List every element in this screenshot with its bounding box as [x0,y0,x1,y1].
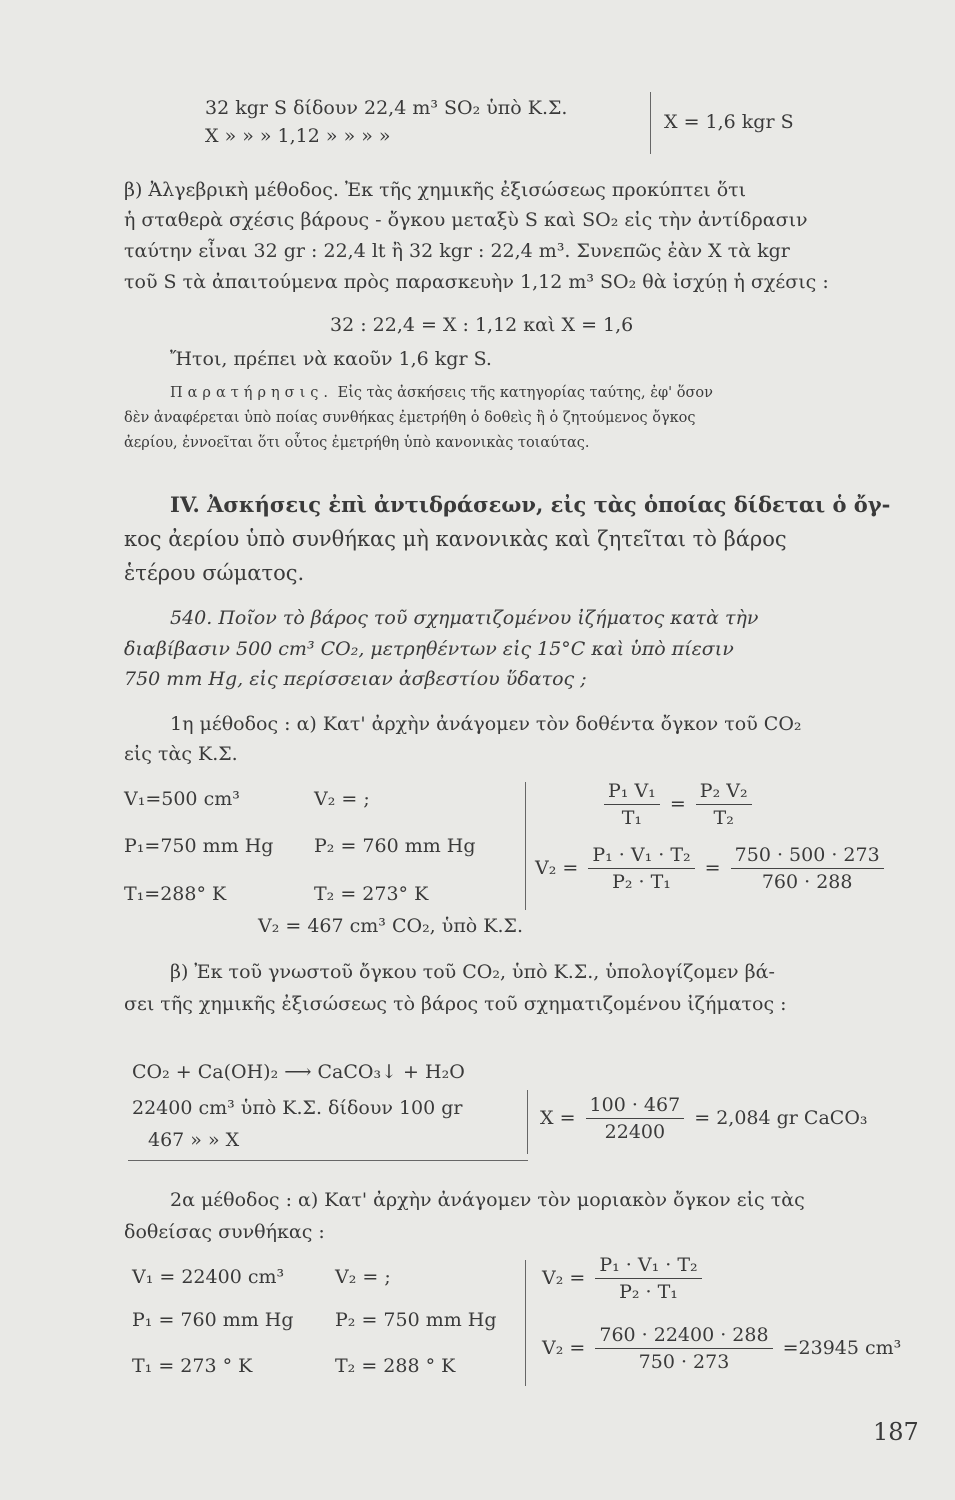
problem-540-line-2: διαβίβασιν 500 cm³ CO₂, μετρηθέντων εἰς 15°C καὶ ὑπὸ πίεσιν [124,638,734,660]
method1-t2: T₂ = 273° K [314,883,429,905]
algebraic-conclusion: Ἤτοι, πρέπει νὰ καοῦν 1,6 kgr S. [170,348,492,370]
section-iv-line-1: IV. Ἀσκήσεις ἐπὶ ἀντιδράσεων, εἰς τὰς ὁποίας δίδεται ὁ ὄγ- [170,492,891,517]
method2-p1: P₁ = 760 mm Hg [132,1309,294,1331]
method1-v2-formula: V₂ = $\frac{\text{P₁ · V₁ · T₂}}{\text{P₂ · T₁}}$ = $\frac{750 \cdot 500 \cdot 273}{760 \cdot 288}$ [535,842,888,895]
proportion-result: X = 1,6 kgr S [664,111,794,133]
gas-law-left-den: T₁ [621,807,643,829]
proportion-row-2: X » » » 1,12 » » » » [205,125,391,147]
x-label: X = [540,1107,576,1129]
gas-law-right [696,778,752,831]
gas-law-equals: = [669,793,686,815]
section-iv-line-3: ἑτέρου σώματος. [124,561,305,585]
remark-label: Παρατήρησις. [170,385,333,401]
method1-line-2: εἰς τὰς Κ.Σ. [124,743,238,765]
method1-v2-num: P₁ · V₁ · T₂ [588,842,694,869]
gas-law-left [604,778,660,831]
algebraic-line-4: τοῦ S τὰ ἀπαιτούμενα πρὸς παρασκευὴν 1,12 m³ SO₂ θὰ ἰσχύῃ ἡ σχέσις : [124,271,829,293]
method1-p2: P₂ = 760 mm Hg [314,835,476,857]
method1-v2-num-val: 750 · 500 · 273 [731,842,884,869]
method1-v2-den: P₂ · T₁ [612,871,671,893]
method1-p1: P₁=750 mm Hg [124,835,274,857]
method1-v1: V₁=500 cm³ [124,788,240,810]
method2-v2-label-2: V₂ = [542,1337,586,1359]
part-b-line-2: σει τῆς χημικῆς ἐξισώσεως τὸ βάρος τοῦ σχηματιζομένου ἰζήματος : [124,993,787,1015]
reaction-row-1: 22400 cm³ ὑπὸ Κ.Σ. δίδουν 100 gr [132,1097,463,1119]
method2-p2: P₂ = 750 mm Hg [335,1309,497,1331]
algebraic-equation: 32 : 22,4 = X : 1,12 καὶ X = 1,6 [330,314,634,336]
proportion-row-1: 32 kgr S δίδουν 22,4 m³ SO₂ ὑπὸ Κ.Σ. [205,97,568,119]
remark-line-2: δὲν ἀναφέρεται ὑπὸ ποίας συνθήκας ἐμετρήθη ὁ δοθεὶς ἢ ὁ ζητούμενος ὄγκος [124,410,696,426]
reaction-row-2: 467 » » X [148,1129,240,1151]
problem-540-line-3: 750 mm Hg, εἰς περίσσειαν ἀσβεστίου ὕδατος ; [124,668,587,690]
method1-v2-frac [588,842,694,895]
gas-law-equation [600,778,756,831]
method1-result: V₂ = 467 cm³ CO₂, ὑπὸ Κ.Σ. [258,915,523,937]
reaction-divider [527,1090,528,1154]
method2-v2-den: P₂ · T₁ [619,1281,678,1303]
method2-v2-frac [595,1252,701,1305]
method1-v2-values [731,842,884,895]
method1-v2: V₂ = ; [314,788,370,810]
method1-line-1: 1η μέθοδος : α) Κατ' ἀρχὴν ἀνάγομεν τὸν δοθέντα ὄγκον τοῦ CO₂ [170,713,802,735]
reaction-underline [128,1160,528,1161]
x-den: 22400 [604,1121,666,1143]
method2-divider [525,1260,526,1386]
method1-v2-label: V₂ = [535,857,579,879]
method2-v1: V₁ = 22400 cm³ [132,1266,285,1288]
x-result: = 2,084 gr CaCO₃ [694,1107,868,1129]
reaction-equation: CO₂ + Ca(OH)₂ ⟶ CaCO₃↓ + H₂O [132,1061,465,1083]
method2-line-1: 2α μέθοδος : α) Κατ' ἀρχὴν ἀνάγομεν τὸν μοριακὸν ὄγκον εἰς τὰς [170,1189,805,1211]
method2-v2-formula [542,1252,706,1305]
remark-line-3: ἀερίου, ἐννοεῖται ὅτι οὗτος ἐμετρήθη ὑπὸ κανονικὰς τοιαύτας. [124,435,590,451]
x-formula [540,1092,868,1145]
part-b-line-1: β) Ἐκ τοῦ γνωστοῦ ὄγκου τοῦ CO₂, ὑπὸ Κ.Σ., ὑπολογίζομεν βά- [170,961,775,983]
gas-law-right-num: P₂ V₂ [696,778,752,805]
method2-t2: T₂ = 288 ° K [335,1355,456,1377]
method2-v2-values [595,1322,772,1375]
method2-v2-result: =23945 cm³ [782,1337,902,1359]
method2-line-2: δοθείσας συνθήκας : [124,1221,325,1243]
algebraic-line-1: β) Ἀλγεβρικὴ μέθοδος. Ἐκ τῆς χημικῆς ἐξισώσεως προκύπτει ὅτι [124,179,747,201]
method1-v2-den-val: 760 · 288 [761,871,853,893]
method2-v2-num-val: 760 · 22400 · 288 [595,1322,772,1349]
algebraic-line-2: ἡ σταθερὰ σχέσις βάρους - ὄγκου μεταξὺ S καὶ SO₂ εἰς τὴν ἀντίδρασιν [124,209,808,231]
problem-540-line-1: 540. Ποῖον τὸ βάρος τοῦ σχηματιζομένου ἰζήματος κατὰ τὴν [170,607,759,629]
method2-t1: T₁ = 273 ° K [132,1355,253,1377]
page-number: 187 [873,1418,919,1446]
remark-text-1: Εἰς τὰς ἀσκήσεις τῆς κατηγορίας ταύτης, ἐφ' ὅσον [337,385,713,401]
method2-v2-values-formula [542,1322,901,1375]
gas-law-left-num: P₁ V₁ [604,778,660,805]
x-num: 100 · 467 [586,1092,685,1119]
bracket-line [650,92,651,154]
section-iv-line-2: κος ἀερίου ὑπὸ συνθήκας μὴ κανονικὰς καὶ ζητεῖται τὸ βάρος [124,527,787,551]
remark-line-1 [170,380,713,406]
method2-v2-num: P₁ · V₁ · T₂ [595,1252,701,1279]
method2-v2: V₂ = ; [335,1266,391,1288]
method1-t1: T₁=288° K [124,883,227,905]
method2-v2-label: V₂ = [542,1267,586,1289]
method1-divider [525,782,526,910]
x-frac [586,1092,685,1145]
gas-law-right-den: T₂ [713,807,734,829]
algebraic-line-3: ταύτην εἶναι 32 gr : 22,4 lt ἢ 32 kgr : 22,4 m³. Συνεπῶς ἐὰν X τὰ kgr [124,240,790,262]
method2-v2-den-val: 750 · 273 [638,1351,730,1373]
